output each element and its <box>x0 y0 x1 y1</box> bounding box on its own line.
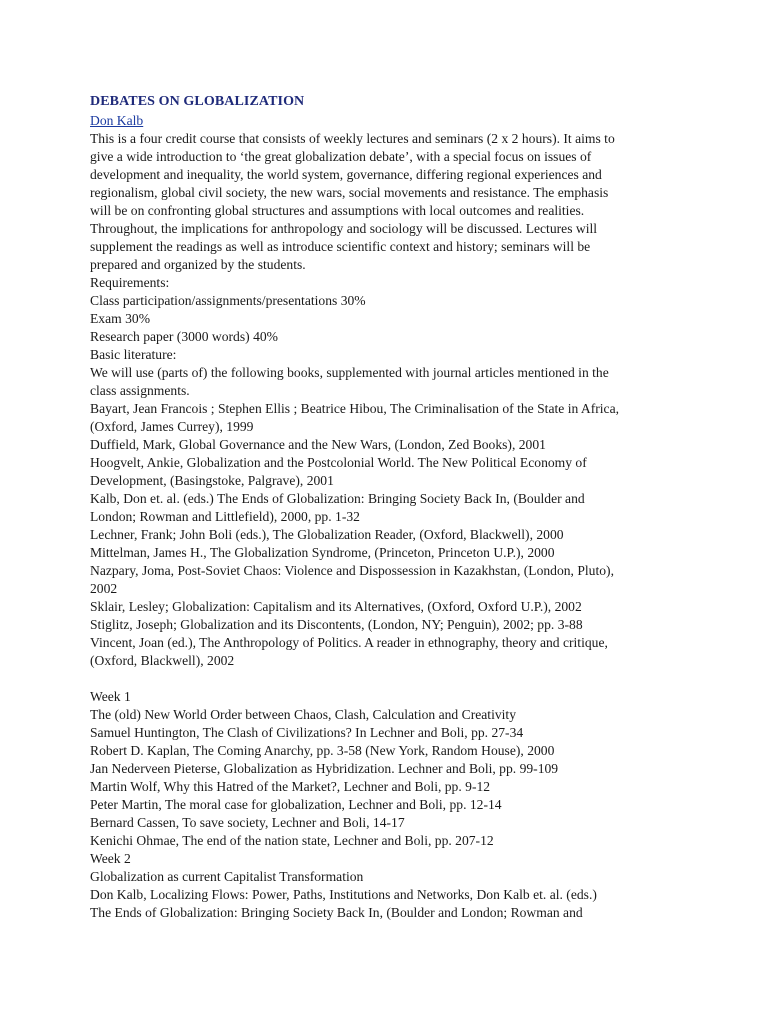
text-line: prepared and organized by the students. <box>90 257 306 272</box>
text-line: Hoogvelt, Ankie, Globalization and the Postcolonial World. The New Political Economy of <box>90 455 587 470</box>
text-line: will be on confronting global structures and assumptions with local outcomes and realities. <box>90 203 585 218</box>
requirement-item: Exam 30% <box>90 311 151 326</box>
text-line: (Oxford, Blackwell), 2002 <box>90 653 235 668</box>
spacer <box>90 670 680 688</box>
text-line: Sklair, Lesley; Globalization: Capitalism and its Alternatives, (Oxford, Oxford U.P.), 2002 <box>90 599 582 614</box>
requirements-section <box>90 274 680 346</box>
author-link[interactable]: Don Kalb <box>90 113 144 128</box>
basic-literature-section <box>90 346 680 670</box>
text-line: Kalb, Don et. al. (eds.) The Ends of Globalization: Bringing Society Back In, (Boulder and <box>90 491 585 506</box>
reading-item: The Ends of Globalization: Bringing Society Back In, (Boulder and London; Rowman and <box>90 905 583 920</box>
text-line: (Oxford, James Currey), 1999 <box>90 419 254 434</box>
text-line: Stiglitz, Joseph; Globalization and its Discontents, (London, NY; Penguin), 2002; pp. 3-88 <box>90 617 583 632</box>
reading-item: Peter Martin, The moral case for globalization, Lechner and Boli, pp. 12-14 <box>90 797 502 812</box>
literature-entry <box>90 598 680 616</box>
reading-item: Jan Nederveen Pieterse, Globalization as Hybridization. Lechner and Boli, pp. 99-109 <box>90 761 559 776</box>
text-line: Lechner, Frank; John Boli (eds.), The Globalization Reader, (Oxford, Blackwell), 2000 <box>90 527 564 542</box>
requirements-heading: Requirements: <box>90 275 170 290</box>
text-line: class assignments. <box>90 383 190 398</box>
text-line: Nazpary, Joma, Post-Soviet Chaos: Violence and Dispossession in Kazakhstan, (London, Pluto), <box>90 563 614 578</box>
document <box>90 92 680 922</box>
reading-item: Robert D. Kaplan, The Coming Anarchy, pp. 3-58 (New York, Random House), 2000 <box>90 743 555 758</box>
text-line: give a wide introduction to ‘the great globalization debate’, with a special focus on issues of <box>90 149 592 164</box>
basic-literature-heading: Basic literature: <box>90 347 177 362</box>
week-label: Week 1 <box>90 689 131 704</box>
week-1-section <box>90 688 680 850</box>
reading-item: Martin Wolf, Why this Hatred of the Market?, Lechner and Boli, pp. 9-12 <box>90 779 491 794</box>
text-line: supplement the readings as well as introduce scientific context and history; seminars will be <box>90 239 591 254</box>
course-description <box>90 130 680 274</box>
literature-entry <box>90 544 680 562</box>
literature-entry <box>90 562 680 598</box>
reading-item: Samuel Huntington, The Clash of Civilizations? In Lechner and Boli, pp. 27-34 <box>90 725 524 740</box>
text-line: Throughout, the implications for anthropology and sociology will be discussed. Lectures will <box>90 221 598 236</box>
week-label: Week 2 <box>90 851 131 866</box>
text-line: London; Rowman and Littlefield), 2000, pp. 1-32 <box>90 509 360 524</box>
week-2-section <box>90 850 680 922</box>
reading-item: Bernard Cassen, To save society, Lechner and Boli, 14-17 <box>90 815 405 830</box>
literature-entry <box>90 436 680 454</box>
literature-entry <box>90 526 680 544</box>
text-line: regionalism, global civil society, the new wars, social movements and resistance. The emphasis <box>90 185 609 200</box>
text-line: Mittelman, James H., The Globalization Syndrome, (Princeton, Princeton U.P.), 2000 <box>90 545 555 560</box>
literature-entry <box>90 616 680 634</box>
text-line: Duffield, Mark, Global Governance and the New Wars, (London, Zed Books), 2001 <box>90 437 546 452</box>
literature-entry <box>90 454 680 490</box>
text-line: development and inequality, the world system, governance, differing regional experiences and <box>90 167 602 182</box>
text-line: 2002 <box>90 581 118 596</box>
text-line: Development, (Basingstoke, Palgrave), 2001 <box>90 473 334 488</box>
literature-entry <box>90 400 680 436</box>
literature-entry <box>90 634 680 670</box>
requirement-item: Research paper (3000 words) 40% <box>90 329 278 344</box>
requirement-item: Class participation/assignments/presentations 30% <box>90 293 366 308</box>
text-line: Vincent, Joan (ed.), The Anthropology of Politics. A reader in ethnography, theory and critique, <box>90 635 608 650</box>
week-theme: Globalization as current Capitalist Transformation <box>90 869 364 884</box>
text-line: This is a four credit course that consists of weekly lectures and seminars (2 x 2 hours). It aims to <box>90 131 615 146</box>
literature-entry <box>90 490 680 526</box>
reading-item: Kenichi Ohmae, The end of the nation state, Lechner and Boli, pp. 207-12 <box>90 833 494 848</box>
document-title: DEBATES ON GLOBALIZATION <box>90 94 305 109</box>
text-line: We will use (parts of) the following books, supplemented with journal articles mentioned in the <box>90 365 609 380</box>
text-line: Bayart, Jean Francois ; Stephen Ellis ; Beatrice Hibou, The Criminalisation of the State in Africa, <box>90 401 620 416</box>
week-theme: The (old) New World Order between Chaos, Clash, Calculation and Creativity <box>90 707 516 722</box>
reading-item: Don Kalb, Localizing Flows: Power, Paths, Institutions and Networks, Don Kalb et. al. (eds.) <box>90 887 597 902</box>
